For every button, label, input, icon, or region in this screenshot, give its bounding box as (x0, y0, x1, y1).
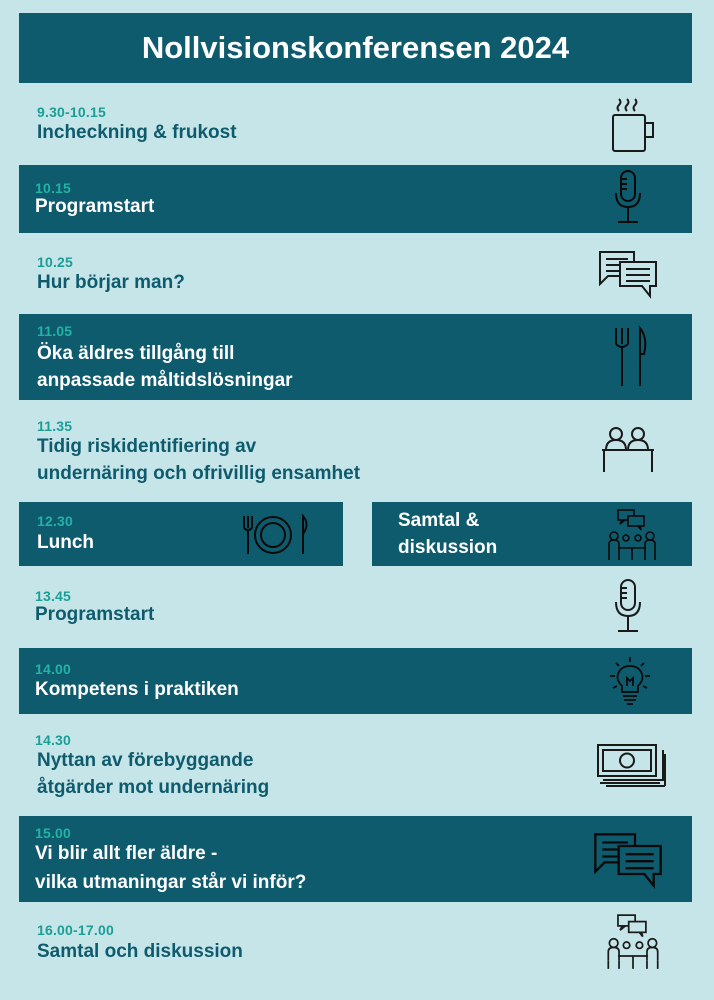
session-time: 16.00-17.00 (37, 922, 114, 938)
session-title-line-2: diskussion (398, 537, 498, 558)
session-programstart-2 (19, 572, 692, 644)
session-hur-borjar-man (19, 240, 692, 310)
microphone-icon (613, 169, 643, 227)
session-title: Programstart (35, 604, 155, 625)
session-oka-aldres (19, 314, 692, 400)
session-kompetens (19, 648, 692, 714)
discussion-group-icon (607, 913, 659, 971)
session-time: 11.35 (37, 418, 73, 434)
session-title-line-1: Tidig riskidentifiering av (37, 436, 257, 457)
speech-bubbles-icon (593, 832, 663, 888)
session-time: 11.05 (37, 323, 73, 339)
session-title-line-1: Nyttan av förebyggande (37, 750, 254, 771)
microphone-icon (613, 578, 643, 636)
discussion-group-icon (608, 508, 656, 562)
session-title-line-1: Vi blir allt fler äldre - (35, 843, 218, 864)
session-time: 14.30 (35, 732, 72, 748)
page-title-text: Nollvisionskonferensen 2024 (141, 30, 570, 65)
session-title: Programstart (35, 196, 155, 217)
money-bills-icon (597, 744, 665, 788)
session-time: 13.45 (35, 588, 72, 604)
session-time: 15.00 (35, 825, 72, 841)
coffee-cup-icon (611, 97, 659, 155)
session-samtal-och-diskussion (19, 910, 692, 990)
session-title-line-1: Öka äldres tillgång till (37, 343, 235, 364)
session-time: 14.00 (35, 661, 72, 677)
session-time: 9.30-10.15 (37, 104, 106, 120)
session-title: Hur börjar man? (37, 272, 185, 293)
session-title: Incheckning & frukost (37, 122, 237, 143)
session-time: 10.15 (35, 180, 72, 196)
session-title-line-2: undernäring och ofrivillig ensamhet (37, 463, 361, 484)
session-time: 10.25 (37, 254, 74, 270)
two-people-icon (601, 426, 655, 474)
session-incheckning (19, 92, 692, 164)
session-title-line-1: Samtal & (398, 510, 480, 531)
fork-knife-icon (614, 326, 648, 388)
page-title (19, 13, 692, 83)
session-title: Samtal och diskussion (37, 941, 243, 962)
session-title-line-2: anpassade måltidslösningar (37, 370, 293, 391)
session-time: 12.30 (37, 513, 74, 529)
plate-cutlery-icon (241, 514, 313, 556)
session-samtal-diskussion-break (372, 502, 692, 566)
speech-bubbles-icon (598, 250, 658, 298)
session-title: Lunch (37, 532, 94, 553)
lightbulb-icon (608, 656, 652, 706)
session-programstart-1 (19, 165, 692, 233)
session-title-line-2: vilka utmaningar står vi inför? (35, 872, 307, 893)
session-title: Kompetens i praktiken (35, 679, 239, 700)
session-tidig-riskidentifiering (19, 408, 692, 494)
session-vi-blir-allt-fler (19, 816, 692, 902)
session-nyttan (19, 722, 692, 810)
session-lunch (19, 502, 343, 566)
session-title-line-2: åtgärder mot undernäring (37, 777, 270, 798)
